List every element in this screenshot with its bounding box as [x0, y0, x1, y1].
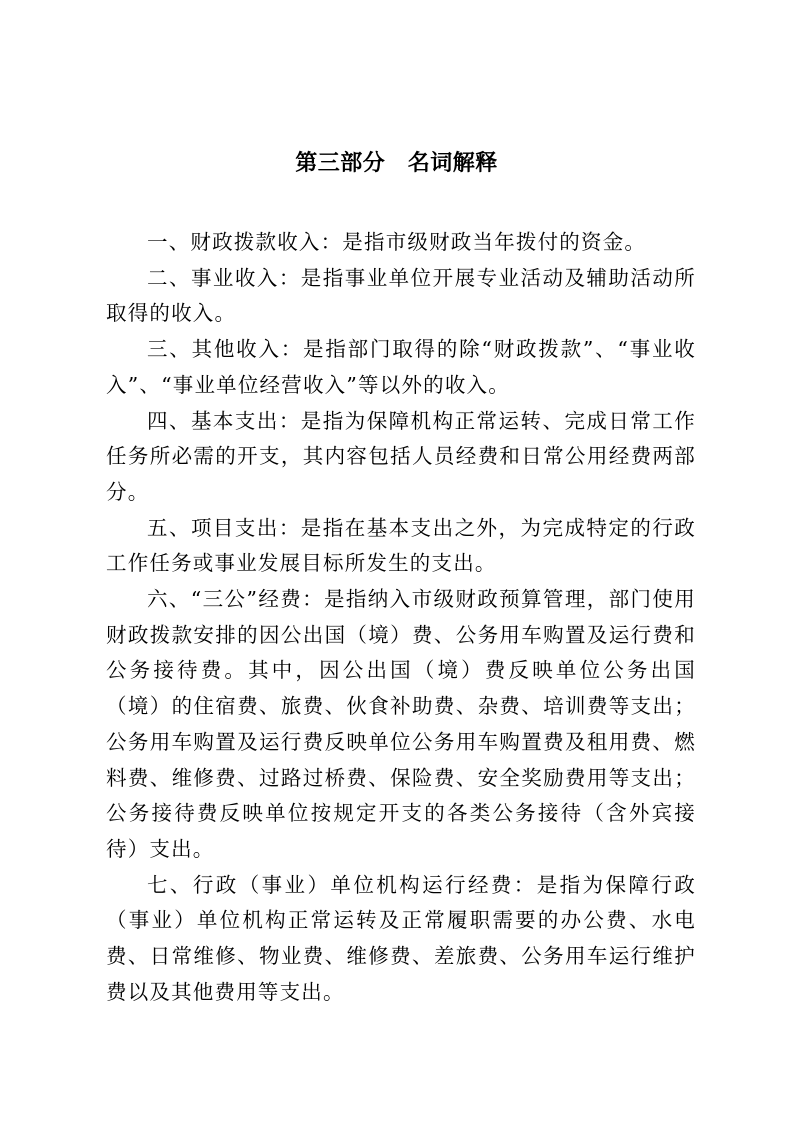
paragraph-business-income: 二、事业收入：是指事业单位开展专业活动及辅助活动所取得的收入。: [106, 265, 696, 326]
paragraph-basic-expenditure: 四、基本支出：是指为保障机构正常运转、完成日常工作任务所必需的开支，其内容包括人员经费和日常公用经费两部分。: [106, 408, 696, 504]
page-title: 第三部分 名词解释: [295, 151, 498, 176]
paragraph-operating-expenses: 七、行政（事业）单位机构运行经费：是指为保障行政（事业）单位机构正常运转及正常履职需要的办公费、水电费、日常维修、物业费、维修费、差旅费、公务用车运行维护费以及其他费用等支出。: [106, 872, 696, 1004]
paragraph-three-public-expenses: 六、“三公”经费：是指纳入市级财政预算管理，部门使用财政拨款安排的因公出国（境）费、公务用车购置及运行费和公务接待费。其中，因公出国（境）费反映单位公务出国（境）的住宿费、旅费、伙食补助费、杂费、培训费等支出；公务用车购置及运行费反映单位公务用车购置费及租用费、燃料费、维修费、过路过桥费、保险费、安全奖励费用等支出；公务接待费反映单位按规定开支的各类公务接待（含外宾接待）支出。: [106, 587, 696, 861]
paragraph-other-income: 三、其他收入：是指部门取得的除“财政拨款”、“事业收入”、“事业单位经营收入”等以外的收入。: [106, 337, 696, 397]
document-body: [106, 225, 696, 1010]
paragraph-fiscal-appropriation-income: 一、财政拨款收入：是指市级财政当年拨付的资金。: [147, 230, 647, 254]
paragraph-project-expenditure: 五、项目支出：是指在基本支出之外，为完成特定的行政工作任务或事业发展目标所发生的支出。: [106, 515, 696, 576]
